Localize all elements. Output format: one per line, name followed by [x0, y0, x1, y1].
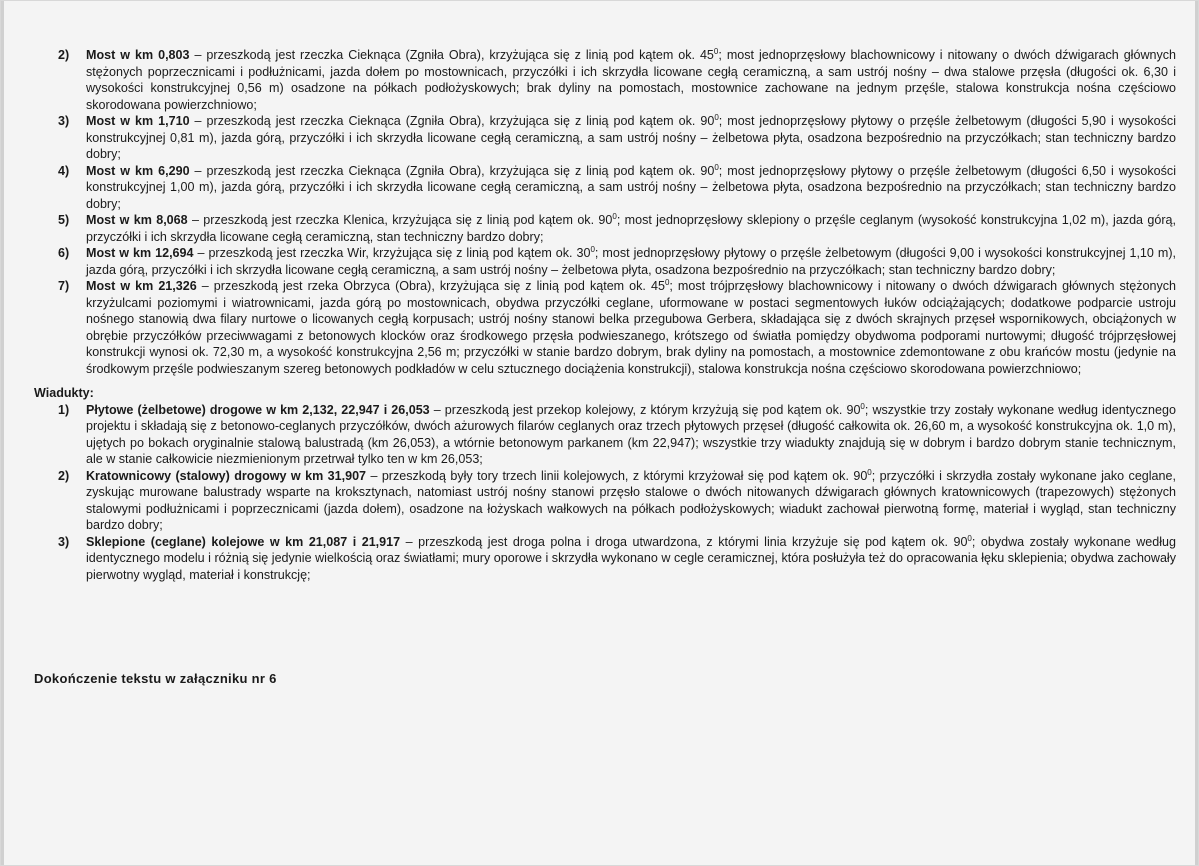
- page-left-edge: [1, 1, 4, 865]
- item-text: [86, 402, 1176, 468]
- item-heading: Most w km 6,290: [86, 163, 190, 178]
- item-description: – przeszkodą jest rzeczka Cieknąca (Zgniła Obra), krzyżująca się z linią pod kątem ok. 45: [189, 48, 714, 62]
- viaducts-list: [34, 402, 1176, 584]
- item-number: 1): [58, 402, 70, 417]
- degree-superscript: 0: [713, 46, 719, 56]
- bridge-item: [34, 212, 1176, 245]
- item-description: – przeszkodą jest rzeczka Klenica, krzyżująca się z linią pod kątem ok. 90: [187, 213, 613, 227]
- item-number: 6): [58, 246, 70, 260]
- item-description: – przeszkodą jest przekop kolejowy, z którym krzyżują się pod kątem ok. 90: [429, 402, 861, 417]
- item-description-cont: ; wszystkie trzy zostały wykonane według identycznego projektu i składają się z betonowo-ceglanych przyczółków, dwóch ażurowych filarów ceglanych oraz trzech płytowych przęseł (długość całkowita ok. 26,60 m, a wysokość konstrukcyjna ok. 1,0 m), ujętych po bokach oryginalnie stalową balustradą (km 26,053), a wtórnie betonowym parkanem (km 22,947); wszystkie trzy wiadukty znajdują się w dobrym i bardzo dobrym stanie technicznym, ale w stanie całkowicie niezmienionym przetrwał tylko ten w km 26,053;: [86, 402, 1176, 466]
- degree-superscript: 0: [860, 401, 865, 411]
- item-number: 7): [58, 279, 70, 293]
- item-text: [86, 534, 1176, 584]
- item-number: 2): [58, 48, 70, 62]
- item-heading: Sklepione (ceglane) kolejowe w km 21,087 i 21,917: [86, 534, 401, 549]
- item-text: [86, 47, 1176, 113]
- item-number: 4): [58, 163, 70, 178]
- item-heading: Most w km 21,326: [86, 279, 197, 293]
- viaduct-item: [34, 402, 1176, 468]
- item-heading: Most w km 8,068: [86, 213, 188, 227]
- item-heading: Płytowe (żelbetowe) drogowe w km 2,132, 22,947 i 26,053: [86, 402, 430, 417]
- item-heading: Kratownicowy (stalowy) drogowy w km 31,907: [86, 468, 367, 483]
- viaducts-heading: Wiadukty:: [34, 386, 94, 400]
- item-text: [86, 113, 1176, 163]
- item-text: [86, 468, 1176, 534]
- item-text: [86, 163, 1176, 213]
- document-body: [34, 47, 1176, 583]
- item-text: [86, 245, 1176, 278]
- bridge-item: [34, 163, 1176, 213]
- page-right-edge: [1195, 1, 1198, 865]
- continuation-note: Dokończenie tekstu w załączniku nr 6: [34, 671, 277, 686]
- degree-superscript: 0: [967, 533, 972, 543]
- item-number: 2): [58, 468, 70, 483]
- viaduct-item: [34, 468, 1176, 534]
- item-description: – przeszkodą jest rzeczka Cieknąca (Zgniła Obra), krzyżująca się z linią pod kątem ok. 90: [189, 163, 715, 178]
- item-description-cont: ; most jednoprzęsłowy płytowy o przęśle żelbetowym (długości 9,00 i wysokości konstrukcyjnej 1,10 m), jazda górą, przyczółki i ich skrzydła licowane cegłą ceramiczną, a sam ustrój nośny – żelbetowa płyta, osadzona bezpośrednio na przyczółkach; stan techniczny bardzo dobry;: [86, 246, 1176, 277]
- bridge-item: [34, 113, 1176, 163]
- item-number: 3): [58, 534, 70, 549]
- item-number: 5): [58, 213, 70, 227]
- bridges-list: [34, 47, 1176, 377]
- degree-superscript: 0: [664, 277, 670, 287]
- item-text: [86, 278, 1176, 377]
- bridge-item: [34, 245, 1176, 278]
- item-heading: Most w km 12,694: [86, 246, 194, 260]
- item-description: – przeszkodą jest droga polna i droga utwardzona, z którymi linia krzyżuje się pod kątem ok. 90: [400, 534, 968, 549]
- item-heading: Most w km 0,803: [86, 48, 190, 62]
- degree-superscript: 0: [612, 211, 617, 221]
- degree-superscript: 0: [714, 112, 719, 122]
- item-description-cont: ; obydwa zostały wykonane według identycznego modelu i różnią się jedynie wielkością oraz światłami; mury oporowe i skrzydła wykonano w cegle ceramicznej, która posłużyła też do opracowania łęku sklepienia; obydwa zachowały pierwotny wygląd, materiał i konstrukcję;: [86, 534, 1176, 582]
- item-description-cont: ; przyczółki i skrzydła zostały wykonane jako ceglane, zyskując murowane balustrady wsparte na kroksztynach, natomiast ustrój nośny stanowi przęsło stalowe o dwóch nitowanych dźwigarach głównych kratownicowych (trapezowych) stężonych stalowymi podłużnicami i poprzecznicami (jazda dołem), osadzone na łożyskach wałkowych na półkach podłożyskowych; wiadukt zachował pierwotną formę, materiał i wygląd, stan techniczny bardzo dobry;: [86, 468, 1176, 532]
- degree-superscript: 0: [867, 467, 872, 477]
- item-description: – przeszkodą jest rzeczka Wir, krzyżująca się z linią pod kątem ok. 30: [193, 246, 591, 260]
- item-heading: Most w km 1,710: [86, 114, 190, 128]
- item-description-cont: ; most trójprzęsłowy blachownicowy i nitowany o dwóch dźwigarach głównych stężonych krzyżulcami poziomymi i wiatrownicami, jazda górą po mostownicach, obydwa przyczółki ceglane, uformowane w postaci segmentowych łuków odciążających; dodatkowe podparcie ustroju nośnego stanowią dwa filary nurtowe o licowanych cegłą korpusach; ustrój nośny stanowi belka przegubowa Gerbera, składająca się z dwóch skrajnych przęseł wspornikowych, obciążonych w obrębie przyczółków przeciwwagami z betonowych klocków oraz środkowego przęsła podwieszanego, krótszego od światła pomiędzy obydwoma podporami nurtowymi; długość trójprzęsłowej konstrukcji wynosi ok. 72,30 m, a wysokość konstrukcyjna 2,56 m; przyczółki w stanie bardzo dobrym, brak dyliny na pomostach, a mostownice zdemontowane z obu krańców mostu (jedynie na środkowym przęśle podwieszanym szereg betonowych podkładów w celu sztucznego dociążenia konstrukcji), stalowa konstrukcja nośna częściowo skorodowana powierzchniowo;: [86, 279, 1177, 376]
- item-description: – przeszkodą jest rzeka Obrzyca (Obra), krzyżująca się z linią pod kątem ok. 45: [196, 279, 665, 293]
- item-number: 3): [58, 114, 70, 128]
- item-description-cont: ; most jednoprzęsłowy płytowy o przęśle żelbetowym (długości 6,50 i wysokości konstrukcyjnej 1,00 m), jazda górą, przyczółki i ich skrzydła licowane cegłą ceramiczną, a sam ustrój nośny – żelbetowa płyta, osadzona bezpośrednio na przyczółkach; stan techniczny bardzo dobry;: [86, 163, 1176, 211]
- item-description-cont: ; most jednoprzęsłowy płytowy o przęśle żelbetowym (długości 5,90 i wysokości konstrukcyjnej 0,81 m), jazda górą, przyczółki i ich skrzydła licowane cegłą ceramiczną, a sam ustrój nośny – żelbetowa płyta, osadzona bezpośrednio na przyczółkach; stan techniczny bardzo dobry;: [86, 114, 1176, 161]
- degree-superscript: 0: [714, 162, 719, 172]
- item-description-cont: ; most jednoprzęsłowy sklepiony o przęśle ceglanym (wysokość konstrukcyjna 1,02 m), jazda górą, przyczółki i ich skrzydła licowane cegłą ceramiczną, stan techniczny bardzo dobry;: [86, 213, 1176, 244]
- bridge-item: [34, 47, 1176, 113]
- item-description: – przeszkodą były tory trzech linii kolejowych, z którymi krzyżował się pod kątem ok. 90: [366, 468, 868, 483]
- item-text: [86, 212, 1176, 245]
- viaduct-item: [34, 534, 1176, 584]
- degree-superscript: 0: [590, 244, 595, 254]
- bridge-item: [34, 278, 1176, 377]
- item-description-cont: ; most jednoprzęsłowy blachownicowy i nitowany o dwóch dźwigarach głównych stężonych poprzecznicami i podłużnicami, jazda dołem po mostownicach, przyczółki i ich skrzydła licowane cegłą ceramiczną, a sam ustrój nośny – dwa stalowe przęsła (długości ok. 6,30 i wysokości konstrukcyjnej 0,56 m) osadzone na półkach podłożyskowych; brak dyliny na pomostach, mostownice zachowane na jednym przęśle, stalowa konstrukcja nośna częściowo skorodowana powierzchniowo;: [86, 48, 1177, 112]
- item-description: – przeszkodą jest rzeczka Cieknąca (Zgniła Obra), krzyżująca się z linią pod kątem ok. 90: [189, 114, 715, 128]
